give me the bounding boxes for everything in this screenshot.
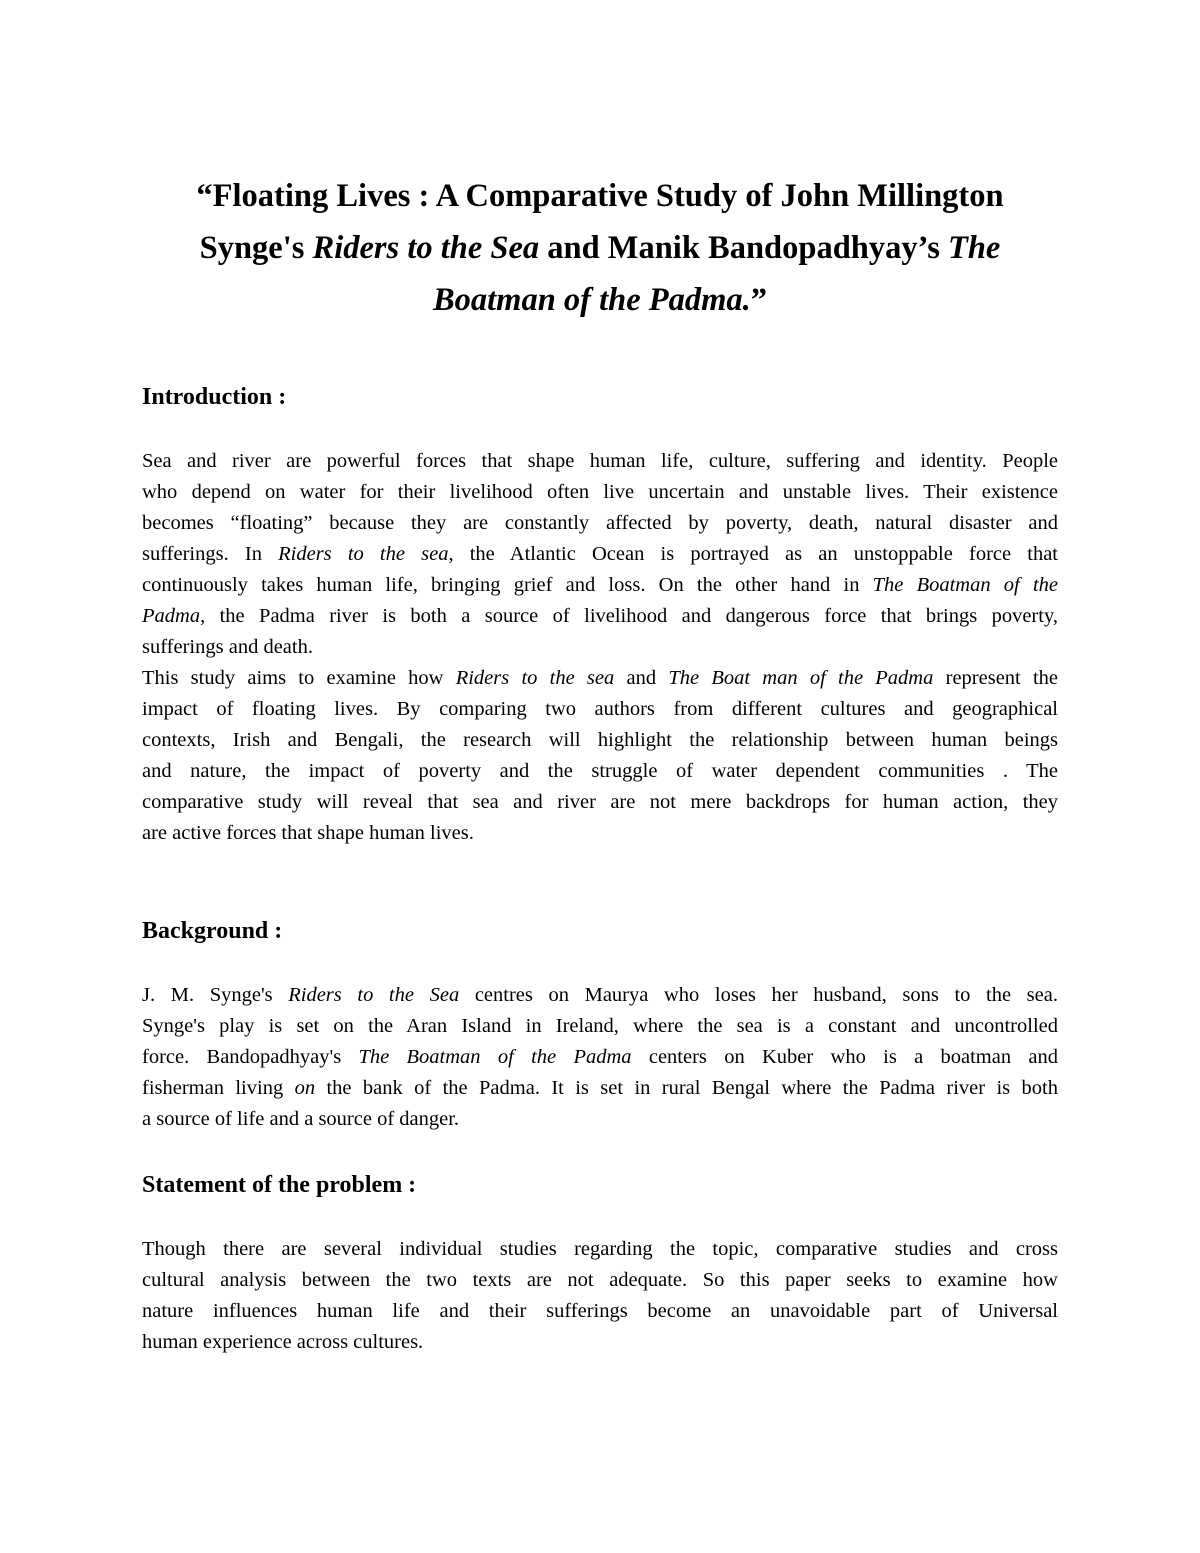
text-line: a source of life and a source of danger. (142, 1108, 460, 1130)
text-line: are active forces that shape human lives. (142, 822, 474, 844)
text-line: Synge's play is set on the Aran Island in Ireland, where the sea is a constant and uncontrolled (142, 1015, 1058, 1037)
text-line: human experience across cultures. (142, 1331, 424, 1353)
text-line: “Floating Lives : A Comparative Study of John Millington (196, 178, 1004, 214)
text-line: comparative study will reveal that sea and river are not mere backdrops for human action, they (142, 791, 1058, 813)
document-title (120, 170, 1080, 326)
text-line: contexts, Irish and Bengali, the research will highlight the relationship between human beings (142, 729, 1058, 751)
text-line: force. Bandopadhyay's The Boatman of the Padma centers on Kuber who is a boatman and (142, 1046, 1059, 1068)
text-line: continuously takes human life, bringing grief and loss. On the other hand in The Boatman of the (142, 574, 1058, 596)
text-line: who depend on water for their livelihood often live uncertain and unstable lives. Their existence (142, 481, 1058, 503)
text-line: Sea and river are powerful forces that shape human life, culture, suffering and identity. People (142, 450, 1058, 472)
text-line: Padma, the Padma river is both a source of livelihood and dangerous force that brings poverty, (142, 605, 1058, 627)
text-line: becomes “floating” because they are constantly affected by poverty, death, natural disaster and (142, 512, 1058, 534)
text-line: This study aims to examine how Riders to the sea and The Boat man of the Padma represent the (142, 667, 1059, 689)
section-heading-introduction: Introduction : (142, 384, 287, 410)
text-line: Though there are several individual studies regarding the topic, comparative studies and cross (142, 1238, 1058, 1260)
text-line: cultural analysis between the two texts are not adequate. So this paper seeks to examine how (142, 1269, 1058, 1291)
text-line: and nature, the impact of poverty and the struggle of water dependent communities . The (142, 760, 1058, 782)
text-line: Boatman of the Padma.” (432, 282, 768, 318)
text-line: nature influences human life and their sufferings become an unavoidable part of Universal (142, 1300, 1058, 1322)
section-heading-background: Background : (142, 918, 283, 944)
text-line: fisherman living on the bank of the Padma. It is set in rural Bengal where the Padma river is both (142, 1077, 1058, 1099)
text-line: sufferings and death. (142, 636, 313, 658)
section-heading-problem: Statement of the problem : (142, 1172, 417, 1198)
problem-paragraph (142, 1234, 1058, 1358)
text-line: J. M. Synge's Riders to the Sea centres on Maurya who loses her husband, sons to the sea. (142, 984, 1058, 1006)
text-line: sufferings. In Riders to the sea, the Atlantic Ocean is portrayed as an unstoppable force that (142, 543, 1059, 565)
intro-paragraph-2 (142, 663, 1058, 849)
text-line: Synge's Riders to the Sea and Manik Bandopadhyay’s The (199, 230, 1001, 266)
intro-paragraph-1 (142, 446, 1058, 663)
background-paragraph (142, 980, 1058, 1135)
text-line: impact of floating lives. By comparing two authors from different cultures and geographical (142, 698, 1058, 720)
